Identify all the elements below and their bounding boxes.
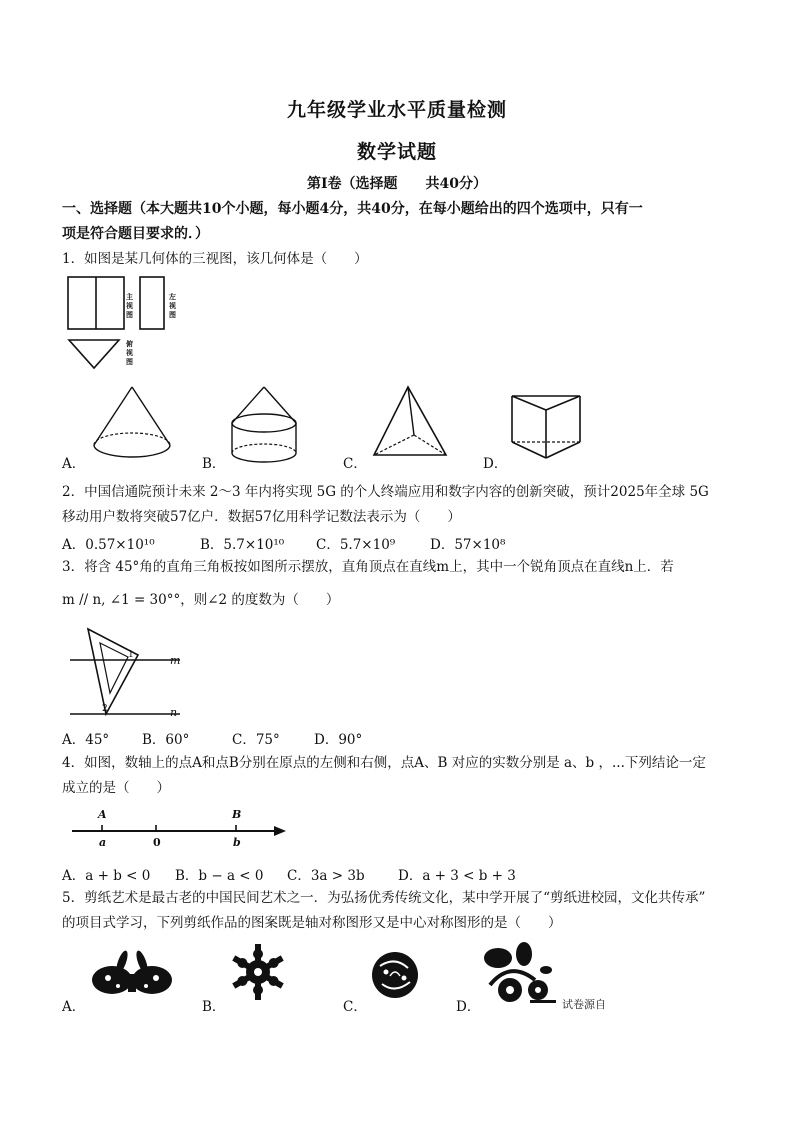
q4-stem-line2: 成立的是（ ） <box>62 780 170 796</box>
q3-option-d: D．90° <box>314 732 363 748</box>
q1-option-c-pyramid <box>372 385 452 465</box>
q3-stem-line2: m // n, ∠1 = 30°°，则∠2 的度数为（ ） <box>62 592 340 608</box>
label-a: a <box>99 836 107 849</box>
q5-option-b-label: B． <box>202 999 226 1015</box>
q4-option-c: C．3a > 3b <box>287 868 365 884</box>
label-origin: 0 <box>153 836 161 849</box>
q1-option-a-cone <box>90 385 180 465</box>
q5-option-b-snowflake-papercut <box>228 942 288 1002</box>
q5-option-a-rabbits-papercut <box>88 948 178 1003</box>
q2-option-d: D．57×10⁸ <box>430 537 506 553</box>
q4-option-a: A．a + b < 0 <box>62 868 151 884</box>
front-view-label: 主视图 <box>126 293 133 319</box>
label-angle-2: 2 <box>102 704 108 714</box>
volume-title: 第Ⅰ卷（选择题 共40分） <box>306 176 488 192</box>
q2-option-b: B．5.7×10¹⁰ <box>200 537 285 553</box>
q1-option-d-prism <box>508 392 588 467</box>
q2-option-c: C．5.7×10⁹ <box>316 537 396 553</box>
q4-option-d: D．a + 3 < b + 3 <box>398 868 516 884</box>
q3-stem-line1: 3．将含 45°角的直角三角板按如图所示摆放，直角顶点在直线m上，其中一个锐角顶点在直线n上．若 <box>62 559 674 575</box>
label-angle-1: 1 <box>128 650 134 660</box>
q4-stem-line1: 4．如图，数轴上的点A和点B分别在原点的左侧和右侧，点A、B 对应的实数分别是 a、b ，...下列结论一定 <box>62 755 706 771</box>
section-heading <box>62 197 734 247</box>
top-view-label: 俯视图 <box>126 340 133 366</box>
set-square-inner <box>100 643 128 693</box>
q2-stem-line2: 移动用户数将突破57亿户．数据57亿用科学记数法表示为（ ） <box>62 509 461 525</box>
q5-stem-line2: 的项目式学习，下列剪纸作品的图案既是轴对称图形又是中心对称图形的是（ ） <box>62 915 562 931</box>
q5-stem-line1: 5．剪纸艺术是最古老的中国民间艺术之一．为弘扬优秀传统文化，某中学开展了“剪纸进校园，文化共传承” <box>62 890 706 906</box>
q2-stem-line1: 2．中国信通院预计未来 2～3 年内将实现 5G 的个人终端应用和数字内容的创新突破，预计2025年全球 5G <box>62 484 709 500</box>
label-b: b <box>233 836 241 849</box>
exam-title: 九年级学业水平质量检测 <box>286 99 507 121</box>
q1-option-b-label: B． <box>202 456 226 472</box>
q4-option-b: B．b − a < 0 <box>175 868 264 884</box>
label-n: n <box>170 706 178 719</box>
q1-option-b-cone-cylinder <box>228 385 308 470</box>
q3-option-b: B．60° <box>142 732 190 748</box>
set-square-outer <box>88 629 138 714</box>
q3-option-a: A．45° <box>62 732 110 748</box>
left-view-label: 左视图 <box>169 293 176 319</box>
label-m: m <box>170 654 181 667</box>
point-b-label: B <box>232 808 242 821</box>
q1-stem: 1．如图是某几何体的三视图，该几何体是（ ） <box>62 251 368 267</box>
watermark-text: 试卷源自 <box>562 998 606 1011</box>
top-view <box>69 340 119 368</box>
subject-title: 数学试题 <box>356 141 437 163</box>
q5-option-a-label: A． <box>62 999 86 1015</box>
point-a-label: A <box>98 808 107 821</box>
q3-option-c: C．75° <box>232 732 280 748</box>
q2-option-a: A．0.57×10¹⁰ <box>62 537 155 553</box>
q1-option-c-label: C． <box>343 456 367 472</box>
q5-option-c-fish-papercut <box>370 948 420 1003</box>
q5-option-d-flower-papercut <box>480 940 560 1010</box>
q5-option-d-label: D． <box>456 999 481 1015</box>
section-heading-line2: 项是符合题目要求的．） <box>62 226 209 242</box>
q1-option-a-label: A． <box>62 456 86 472</box>
left-view <box>140 277 164 329</box>
q1-option-d-label: D． <box>483 456 508 472</box>
section-heading-line1: 一、选择题（本大题共10个小题，每小题4分，共40分，在每小题给出的四个选项中，只有一 <box>62 201 643 217</box>
q5-option-c-label: C． <box>343 999 367 1015</box>
